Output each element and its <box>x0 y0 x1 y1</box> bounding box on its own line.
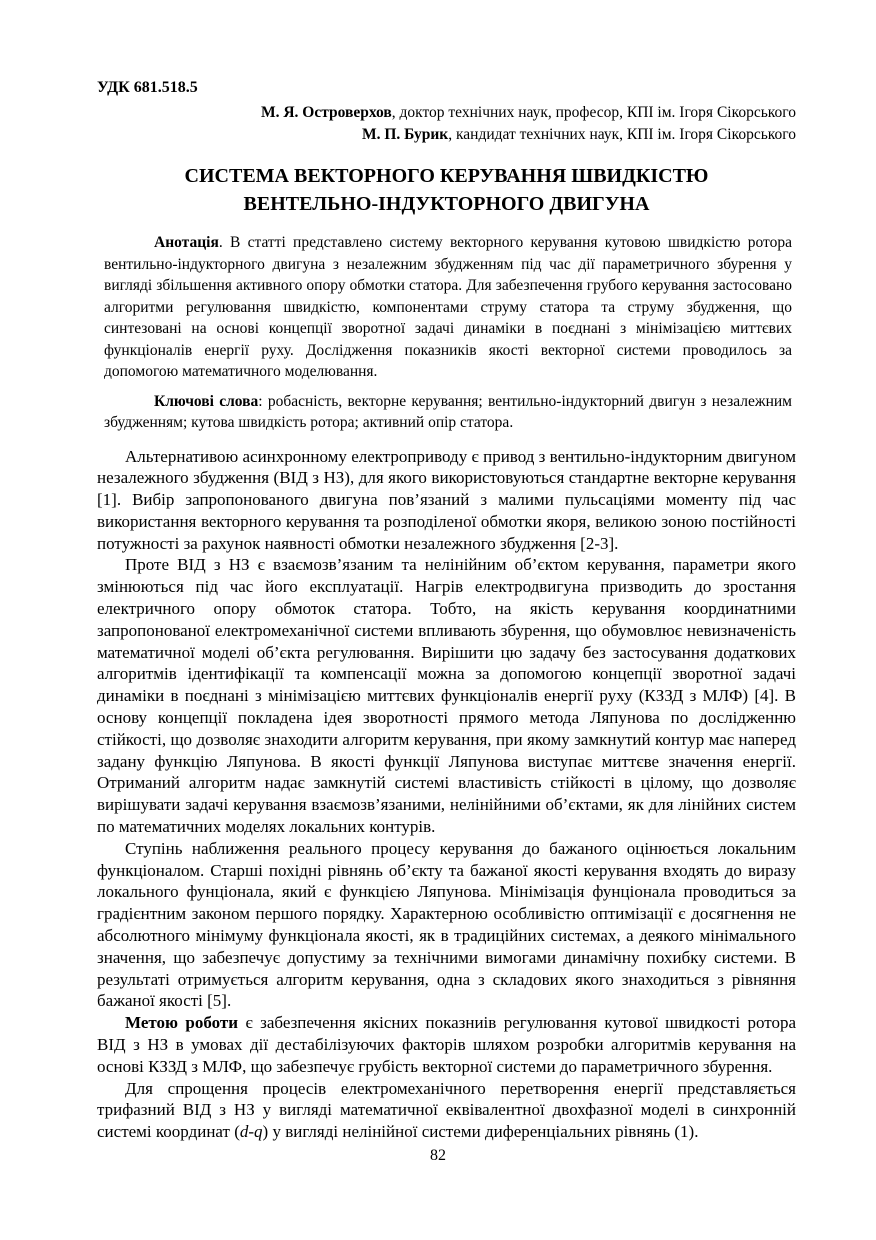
body-paragraph-2: Проте ВІД з НЗ є взаємозв’язаним та нелінійним об’єктом керування, параметри якого змінюються під час його експлуатації. Нагрів електродвигуна призводить до зростання електричного опору обмоток статора. Тобто, на якість керування координатними запропонованої електромеханічної системи впливають збурення, що обумовлює невизначеність математичної моделі об’єкта регулювання. Вирішити цю задачу без застосування додаткових алгоритмів ідентифікації та компенсації можна за допомогою концепції зворотної задачі динаміки в поєднані з мінімізацією миттєвих функціоналів енергії руху (КЗЗД з МЛФ) [4]. В основу концепції покладена ідея зворотності прямого метода Ляпунова по дослідженню стійкості, що дозволяє знаходити алгоритм керування, при якому замкнутий контур має наперед задану функцію Ляпунова. В якості функції Ляпунова виступає миттєве значення енергії. Отриманий алгоритм надає замкнутій системі властивість стійкості в цілому, що дозволяє вирішувати задачі керування взаємозв’язаними, нелінійними об’єктами, як для лінійних систем по математичних моделях локальних контурів. <box>97 555 796 837</box>
abstract-section <box>104 232 792 434</box>
goal-lead-in: Метою роботи <box>125 1013 239 1033</box>
author-line <box>97 102 796 124</box>
body-paragraph-4 <box>97 1012 796 1077</box>
page-number: 82 <box>430 1147 446 1164</box>
keywords-text: : робасність, векторне керування; вентильно-індукторний двигун з незалежним збудженням; кутова швидкість ротора; активний опір статора. <box>104 392 792 431</box>
abstract-label: Анотація <box>154 234 219 251</box>
author-name: М. П. Бурик <box>361 125 449 143</box>
paper-title-line-1: СИСТЕМА ВЕКТОРНОГО КЕРУВАННЯ ШВИДКІСТЮ <box>184 165 709 187</box>
article-body <box>97 446 796 1144</box>
dq-axes-variable: d-q <box>239 1122 263 1142</box>
paper-title-line-2: ВЕНТЕЛЬНО-ІНДУКТОРНОГО ДВИГУНА <box>243 193 650 215</box>
abstract-paragraph <box>104 232 792 383</box>
author-details: , кандидат технічних наук, КПІ ім. Ігоря Сікорського <box>448 125 796 143</box>
body-paragraph-1: Альтернативою асинхронному електроприводу є привод з вентильно-індукторним двигуном незалежного збудження (ВІД з НЗ), для якого використовуються стандартне векторне керування [1]. Вибір запропонованого двигуна пов’язаний з малими пульсаціями моменту під час використання векторного керування та розподіленої обмотки якоря, великою зоною постійності потужності за рахунок наявності обмотки незалежного збудження [2-3]. <box>97 446 796 553</box>
body-paragraph-3: Ступінь наближення реального процесу керування до бажаного оцінюється локальним функціоналом. Старші похідні рівнянь об’єкту та бажаної якості керування входять до виразу локального фунціонала, який є функцією Ляпунова. Мінімізація фунціонала проводиться за градієнтним законом першого порядку. Характерною особливістю оптимізації є досягнення не абсолютного мінімуму функціонала якості, як в традиційних системах, а деякого мінімального значення, що забезпечує допустиму за технічними вимогами динамічну похибку системи. В результаті отримується алгоритм керування, одна з складових якого знаходиться з рівняння бажаної якості [5]. <box>97 838 796 1011</box>
author-details: , доктор технічних наук, професор, КПІ ім. Ігоря Сікорського <box>391 104 796 121</box>
keywords-label: Ключові слова <box>154 392 259 410</box>
paragraph5-text-end: ) у вигляді нелінійної системи диференціальних рівнянь (1). <box>262 1122 699 1142</box>
abstract-text: . В статті представлено систему векторного керування кутовою швидкістю ротора вентильно-індукторного двигуна з незалежним збудженням під час дії параметричного збурення у вигляді збільшення активного опору обмотки статора. Для забезпечення грубого керування застосовано алгоритми регулювання швидкістю, компонентами струму статора та струму збудження, що синтезовані на основі концепції зворотної задачі динаміки в поєднані з мінімізацією миттєвих функціоналів енергії руху. Дослідження показників якості векторної системи проводилось за допомогою математичного моделювання. <box>104 234 792 380</box>
goal-text: є забезпечення якісних показниів регулювання кутової швидкості ротора ВІД з НЗ в умовах дії дестабілізуючих факторів шляхом розробки алгоритмів керування на основі КЗЗД з МЛФ, що забезпечує грубість векторної системи до параметричного збурення. <box>97 1013 796 1076</box>
keywords-paragraph <box>104 391 792 434</box>
author-line <box>97 124 796 146</box>
udc-code: УДК 681.518.5 <box>97 79 198 96</box>
author-name: М. Я. Островерхов <box>260 104 392 121</box>
paper-title <box>97 162 796 218</box>
body-paragraph-5 <box>97 1078 796 1143</box>
authors-block <box>97 102 796 145</box>
paragraph5-text-start: Для спрощення процесів електромеханічного перетворення енергії представляється трифазний ВІД з НЗ у вигляді математичної еквівалентної двохфазної моделі в синхронній системі координат ( <box>97 1078 796 1142</box>
